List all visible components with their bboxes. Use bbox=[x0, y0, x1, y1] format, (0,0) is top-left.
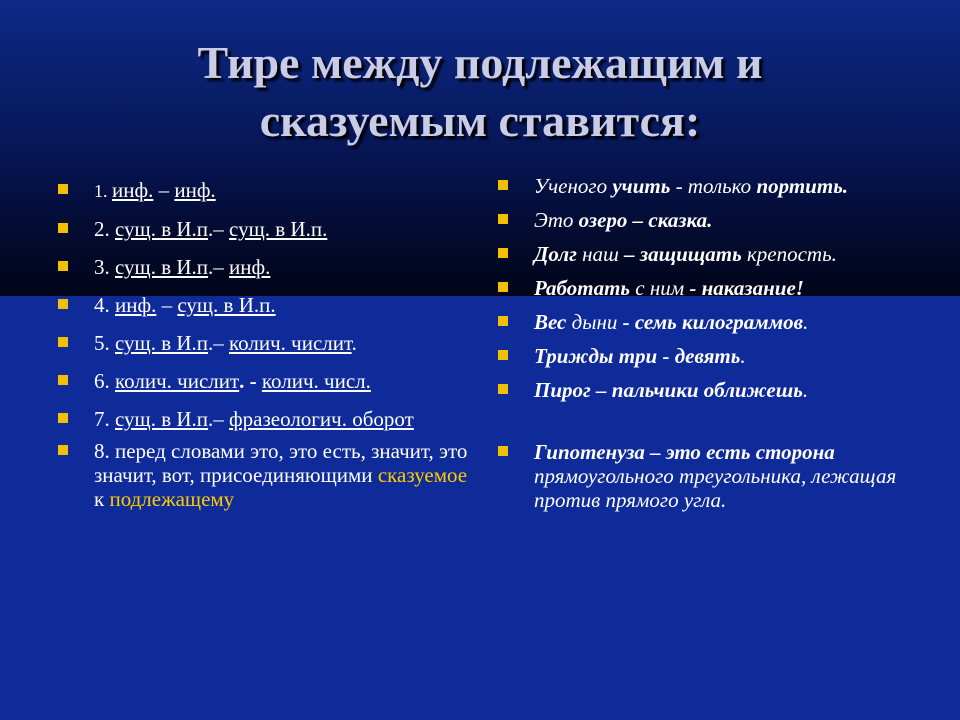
rule-term-a: сущ. в И.п bbox=[115, 217, 209, 241]
square-bullet-icon bbox=[58, 299, 68, 309]
example-bold: Долг bbox=[534, 242, 577, 266]
rule-term-b: сущ. в И.п. bbox=[177, 293, 276, 317]
rule-item-4 bbox=[58, 293, 478, 317]
rule-end: . bbox=[351, 331, 357, 355]
rule-number: 2. bbox=[94, 217, 115, 241]
rule-term-b: колич. числ. bbox=[261, 369, 371, 393]
rule-separator: – bbox=[153, 178, 175, 202]
rule-dot: . bbox=[239, 369, 245, 393]
examples-list bbox=[498, 174, 918, 522]
rule-term-b: инф. bbox=[174, 178, 216, 202]
highlight-predicate: сказуемое bbox=[377, 463, 468, 487]
example-plain: . bbox=[740, 344, 746, 368]
rule-number: 1. bbox=[94, 181, 112, 201]
rule-term-a: сущ. в И.п bbox=[115, 331, 209, 355]
rule-text-mid: к bbox=[94, 487, 110, 511]
rule-term-b: инф. bbox=[229, 255, 271, 279]
example-bold: - наказание! bbox=[689, 276, 804, 300]
example-plain: прямоугольного треугольника, лежащая против прямого угла. bbox=[534, 464, 897, 512]
square-bullet-icon bbox=[498, 316, 508, 326]
square-bullet-icon bbox=[58, 413, 68, 423]
example-plain: Это bbox=[534, 208, 579, 232]
example-bold: Гипотенуза – это есть сторона bbox=[534, 440, 835, 464]
square-bullet-icon bbox=[498, 282, 508, 292]
square-bullet-icon bbox=[498, 350, 508, 360]
rule-number: 5. bbox=[94, 331, 115, 355]
example-item-3 bbox=[498, 242, 918, 266]
rule-separator: .– bbox=[208, 331, 230, 355]
slide-title-line-1: Тире между подлежащим и bbox=[197, 37, 763, 88]
rule-term-a: колич. числит bbox=[115, 369, 240, 393]
example-bold: портить. bbox=[756, 174, 849, 198]
example-bold: Трижды три - девять bbox=[534, 344, 741, 368]
square-bullet-icon bbox=[498, 248, 508, 258]
example-plain: . bbox=[802, 378, 809, 402]
rule-separator: .– bbox=[208, 255, 230, 279]
rule-separator: .– bbox=[208, 407, 230, 431]
rule-term-a: инф. bbox=[112, 178, 154, 202]
rule-number: 7. bbox=[94, 407, 115, 431]
square-bullet-icon bbox=[58, 375, 68, 385]
rule-separator: – bbox=[156, 293, 178, 317]
example-item-4 bbox=[498, 276, 918, 300]
square-bullet-icon bbox=[58, 261, 68, 271]
rule-term-a: сущ. в И.п bbox=[115, 407, 209, 431]
rule-number: 3. bbox=[94, 255, 115, 279]
rule-term-a: сущ. в И.п bbox=[115, 255, 209, 279]
example-bold: Пирог – пальчики оближешь bbox=[534, 378, 803, 402]
example-bold: - семь килограммов bbox=[622, 310, 803, 334]
example-item-6 bbox=[498, 344, 918, 368]
rule-item-2 bbox=[58, 217, 478, 241]
rule-term-b: сущ. в И.п. bbox=[229, 217, 328, 241]
square-bullet-icon bbox=[58, 223, 68, 233]
example-bold: Работать bbox=[534, 276, 630, 300]
slide-title-line-2: сказуемым ставится: bbox=[259, 95, 701, 146]
example-item-1 bbox=[498, 174, 918, 198]
rule-number: 6. bbox=[94, 369, 115, 393]
example-plain: крепость. bbox=[741, 242, 837, 266]
square-bullet-icon bbox=[58, 337, 68, 347]
square-bullet-icon bbox=[498, 214, 508, 224]
rule-number: 4. bbox=[94, 293, 115, 317]
square-bullet-icon bbox=[498, 180, 508, 190]
square-bullet-icon bbox=[498, 384, 508, 394]
rule-item-5 bbox=[58, 331, 478, 355]
example-item-8 bbox=[498, 440, 918, 512]
example-plain: дыни bbox=[566, 310, 623, 334]
example-item-7 bbox=[498, 378, 918, 402]
rule-text: 8. перед словами это, это есть, значит, это значит, вот, присоединяющими bbox=[94, 439, 468, 487]
rule-term-a: инф. bbox=[115, 293, 157, 317]
example-plain: . bbox=[802, 310, 809, 334]
highlight-subject: подлежащему bbox=[109, 487, 235, 511]
example-bold: учить bbox=[612, 174, 671, 198]
example-item-2 bbox=[498, 208, 918, 232]
square-bullet-icon bbox=[58, 184, 68, 194]
rule-item-3 bbox=[58, 255, 478, 279]
example-plain: наш bbox=[576, 242, 625, 266]
example-bold: Вес bbox=[534, 310, 567, 334]
rule-item-1 bbox=[58, 178, 478, 203]
rule-separator: .– bbox=[208, 217, 230, 241]
square-bullet-icon bbox=[498, 446, 508, 456]
example-item-5 bbox=[498, 310, 918, 334]
rule-item-6 bbox=[58, 369, 478, 393]
rule-item-8 bbox=[58, 439, 478, 511]
rules-list bbox=[58, 178, 478, 525]
example-plain: Ученого bbox=[534, 174, 613, 198]
example-bold: – защищать bbox=[624, 242, 742, 266]
rule-dash: - bbox=[244, 369, 262, 393]
square-bullet-icon bbox=[58, 445, 68, 455]
example-bold: озеро – сказка. bbox=[578, 208, 713, 232]
slide-title bbox=[40, 34, 920, 150]
rule-term-b: колич. числит bbox=[229, 331, 352, 355]
example-plain: - только bbox=[670, 174, 757, 198]
rule-term-b: фразеологич. оборот bbox=[229, 407, 414, 431]
example-plain: с ним bbox=[630, 276, 690, 300]
rule-item-7 bbox=[58, 407, 478, 431]
